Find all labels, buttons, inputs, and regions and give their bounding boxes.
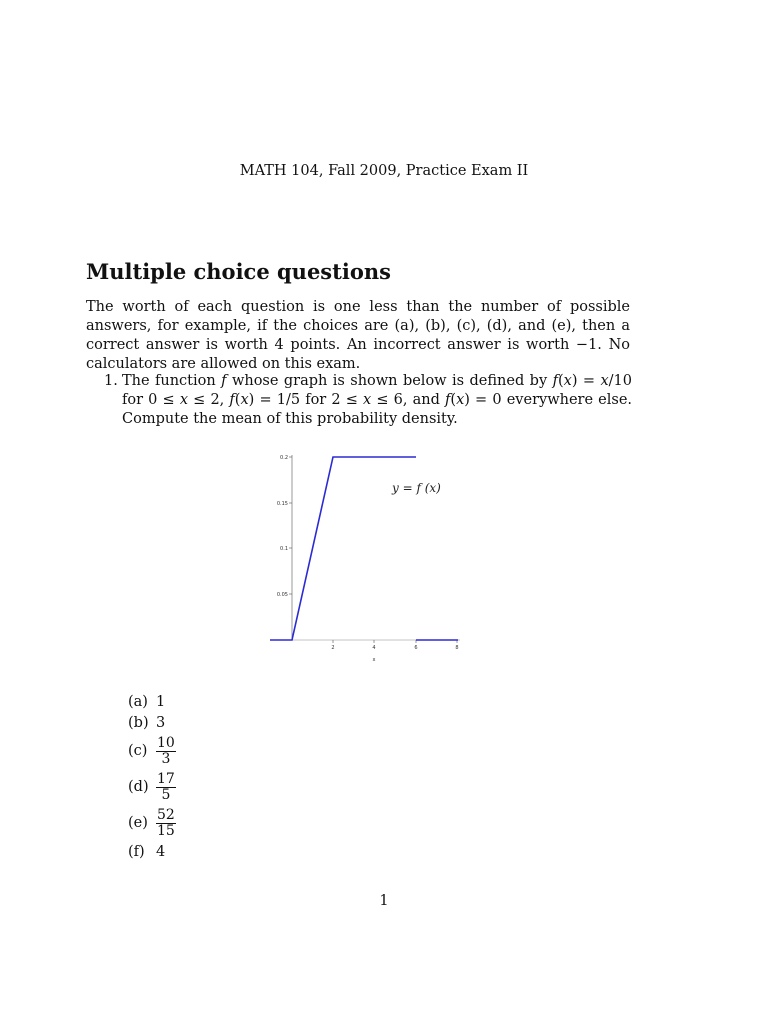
choice-fraction bbox=[156, 772, 176, 803]
y-tick-label: 0.05 bbox=[276, 592, 288, 598]
question-number: 1. bbox=[104, 373, 118, 389]
page-header: MATH 104, Fall 2009, Practice Exam II bbox=[239, 163, 529, 179]
choice-value: 4 bbox=[156, 843, 166, 860]
choice-letter: (f) bbox=[128, 843, 145, 860]
fraction-denominator: 5 bbox=[161, 786, 171, 803]
choice-fraction bbox=[156, 736, 176, 767]
choice-letter: (a) bbox=[128, 693, 148, 710]
x-tick-label: 2 bbox=[331, 645, 335, 651]
fraction-numerator: 10 bbox=[157, 734, 175, 751]
x-tick-label: 4 bbox=[372, 645, 376, 651]
choice-value: 1 bbox=[156, 693, 166, 710]
choice-e[interactable] bbox=[128, 806, 328, 840]
y-tick-label: 0.2 bbox=[280, 455, 288, 461]
y-tick-label: 0.1 bbox=[280, 546, 288, 552]
fraction-numerator: 17 bbox=[157, 770, 175, 787]
x-tick-label: 6 bbox=[414, 645, 418, 651]
question-text: The function f whose graph is shown below is defined by f(x) = x/10 for 0 ≤ x ≤ 2, f(x) = 1/5 for 2 ≤ x ≤ 6, and f(x) = 0 everywhere else. Compute the mean of this probability density. bbox=[122, 373, 633, 427]
choice-fraction bbox=[156, 808, 176, 839]
choice-letter: (d) bbox=[128, 779, 149, 795]
choice-letter: (b) bbox=[128, 714, 149, 731]
choice-a[interactable] bbox=[128, 692, 328, 711]
choice-c[interactable] bbox=[128, 734, 328, 768]
fraction-numerator: 52 bbox=[157, 806, 175, 823]
fraction-denominator: 3 bbox=[161, 750, 171, 767]
x-tick-label: 8 bbox=[455, 645, 459, 651]
choice-b[interactable] bbox=[128, 713, 328, 732]
instructions-paragraph: The worth of each question is one less than the number of possible answers, for example, if the choices are (a), (b), (c), (d), and (e), then a correct answer is worth 4 points. An incorrect answer is worth −1. No calculators are allowed on this exam. bbox=[86, 299, 630, 372]
curve-label: y = f (x) bbox=[392, 481, 441, 495]
choice-value: 3 bbox=[156, 714, 166, 731]
section-title: Multiple choice questions bbox=[86, 259, 391, 284]
page-number: 1 bbox=[379, 893, 389, 909]
density-graph bbox=[270, 450, 470, 665]
choice-letter: (e) bbox=[128, 815, 148, 831]
choice-f[interactable] bbox=[128, 842, 328, 861]
fraction-denominator: 15 bbox=[157, 822, 175, 839]
x-axis-label: x bbox=[372, 657, 376, 663]
y-tick-label: 0.15 bbox=[276, 501, 288, 507]
choice-letter: (c) bbox=[128, 743, 148, 759]
choice-d[interactable] bbox=[128, 770, 328, 804]
answer-choices bbox=[128, 692, 328, 863]
density-graph-svg bbox=[270, 450, 470, 665]
